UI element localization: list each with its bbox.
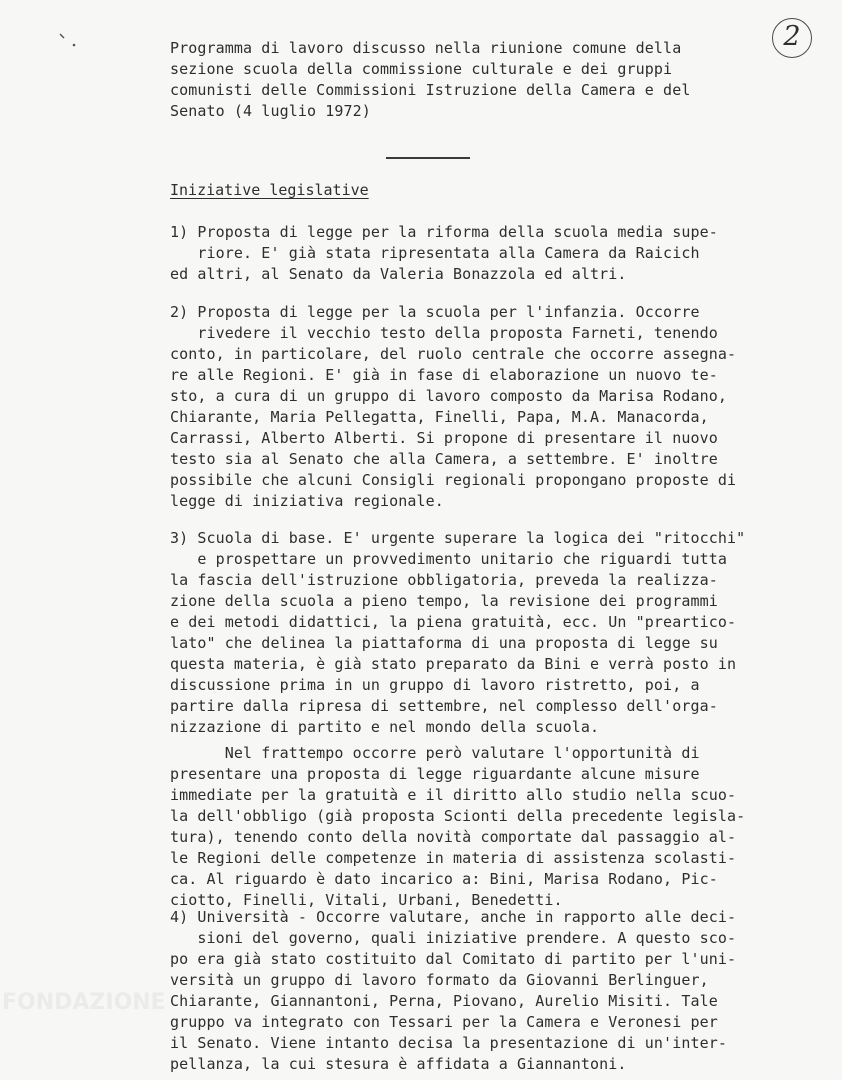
paragraph-line: re alle Regioni. E' già in fase di elaborazione un nuovo te- [170,366,718,384]
paragraph-line: discussione prima in un gruppo di lavoro ristretto, poi, a [170,676,700,694]
paragraph-line: sto, a cura di un gruppo di lavoro composto da Marisa Rodano, [170,387,727,405]
paragraph-line: lato" che delinea la piattaforma di una proposta di legge su [170,634,718,652]
paragraph-line: la fascia dell'istruzione obbligatoria, preveda la realizza- [170,571,718,589]
paragraph-line: le Regioni delle competenze in materia di assistenza scolasti- [170,849,737,867]
section-title: Iniziative legislative [170,181,369,199]
paragraph-line: zione della scuola a pieno tempo, la revisione dei programmi [170,592,718,610]
paragraph-line: Nel frattempo occorre però valutare l'opportunità di [170,744,700,762]
paragraph-line: po era già stato costituito dal Comitato di partito per l'uni- [170,950,737,968]
paragraph-line: legge di iniziativa regionale. [170,492,444,510]
paragraph-line: 4) Università - Occorre valutare, anche in rapporto alle deci- [170,908,737,926]
paragraph-line: questa materia, è già stato preparato da Bini e verrà posto in [170,655,737,673]
paragraph-line: riore. E' già stata ripresentata alla Camera da Raicich [170,244,700,262]
paragraph-line: 3) Scuola di base. E' urgente superare la logica dei "ritocchi" [170,529,746,547]
paragraph-line: ciotto, Finelli, Vitali, Urbani, Benedetti. [170,891,563,909]
paragraph-line: conto, in particolare, del ruolo centrale che occorre assegna- [170,345,737,363]
paragraph-line: sioni del governo, quali iniziative prendere. A questo sco- [170,929,737,947]
separator-line [386,157,470,159]
header-line: Programma di lavoro discusso nella riunione comune della [170,39,682,57]
paragraph-line: 1) Proposta di legge per la riforma della scuola media supe- [170,223,718,241]
paragraph-line: pellanza, la cui stesura è affidata a Giannantoni. [170,1055,627,1073]
paragraph-line: rivedere il vecchio testo della proposta Farneti, tenendo [170,324,718,342]
paragraph-line: il Senato. Viene intanto decisa la presentazione di un'inter- [170,1034,727,1052]
header-line: sezione scuola della commissione culturale e dei gruppi [170,60,673,78]
archive-watermark: FONDAZIONE [2,990,166,1015]
ink-mark-icon [58,32,78,50]
paragraph-line: immediate per la gratuità e il diritto allo studio nella scuo- [170,786,737,804]
paragraph-line: partire dalla ripresa di settembre, nel complesso dell'orga- [170,697,718,715]
paragraph-line: e prospettare un provvedimento unitario che riguardi tutta [170,550,727,568]
paragraph-line: ca. Al riguardo è dato incarico a: Bini, Marisa Rodano, Pic- [170,870,718,888]
header-line: comunisti delle Commissioni Istruzione della Camera e del [170,81,691,99]
paragraph-line: tura), tenendo conto della novità comportate dal passaggio al- [170,828,737,846]
paragraph-line: e dei metodi didattici, la piena gratuità, ecc. Un "preartico- [170,613,737,631]
paragraph-line: possibile che alcuni Consigli regionali propongano proposte di [170,471,737,489]
paragraph-line: versità un gruppo di lavoro formato da Giovanni Berlinguer, [170,971,709,989]
paragraph-line: 2) Proposta di legge per la scuola per l'infanzia. Occorre [170,303,700,321]
paragraph-line: testo sia al Senato che alla Camera, a settembre. E' inoltre [170,450,718,468]
paragraph-line: gruppo va integrato con Tessari per la Camera e Veronesi per [170,1013,718,1031]
paragraph-line: ed altri, al Senato da Valeria Bonazzola ed altri. [170,265,627,283]
paragraph-line: Chiarante, Maria Pellegatta, Finelli, Papa, M.A. Manacorda, [170,408,709,426]
paragraph-line: Chiarante, Giannantoni, Perna, Piovano, Aurelio Misiti. Tale [170,992,718,1010]
paragraph-line: Carrassi, Alberto Alberti. Si propone di presentare il nuovo [170,429,718,447]
paragraph-line: nizzazione di partito e nel mondo della scuola. [170,718,600,736]
page-number: 2 [772,18,812,58]
paragraph-line: presentare una proposta di legge riguardante alcune misure [170,765,700,783]
header-line: Senato (4 luglio 1972) [170,102,371,120]
paragraph-line: la dell'obbligo (già proposta Scionti della precedente legisla- [170,807,746,825]
